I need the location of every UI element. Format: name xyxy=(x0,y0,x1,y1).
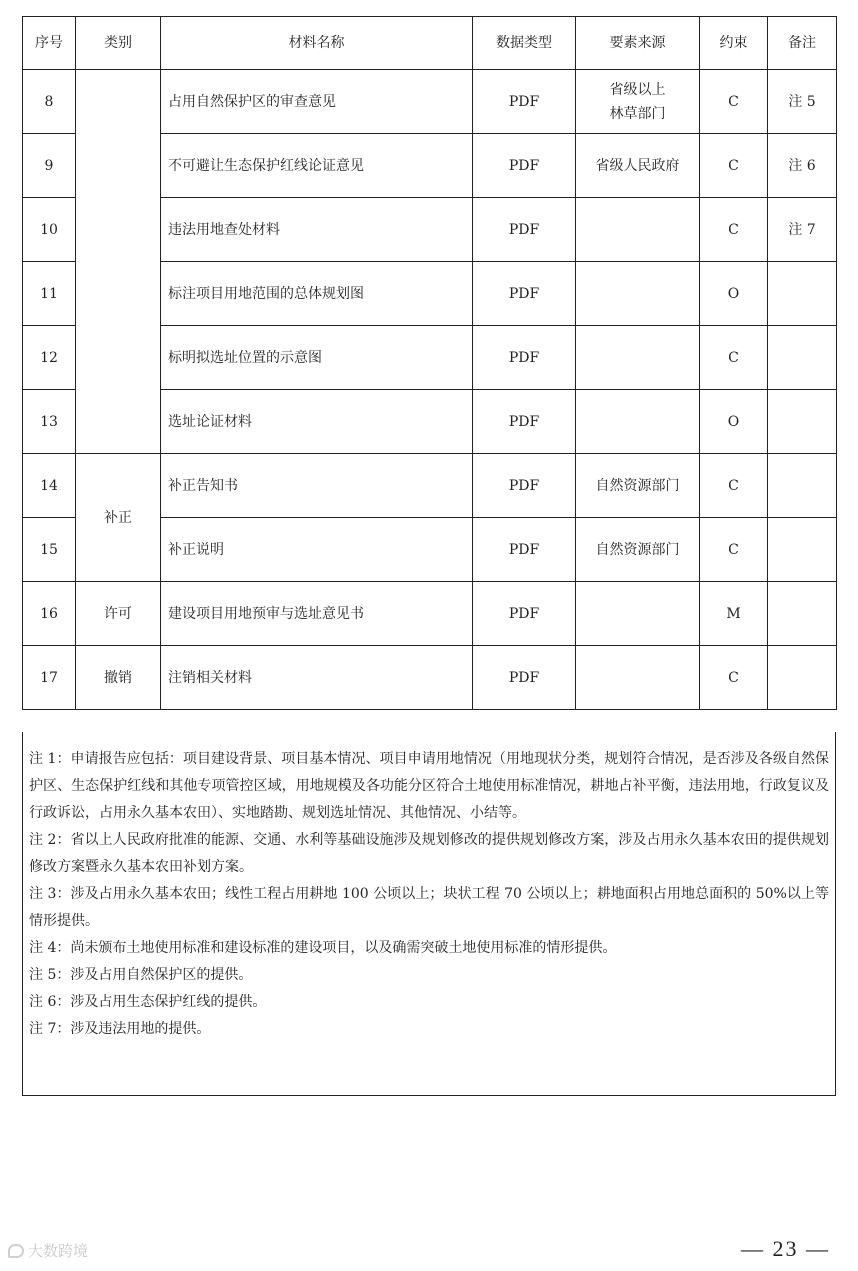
cell-data-type: PDF xyxy=(473,518,576,582)
note-4: 注 4：尚未颁布土地使用标准和建设标准的建设项目，以及确需突破土地使用标准的情形提供。 xyxy=(29,940,617,956)
cell-source xyxy=(576,646,700,710)
cell-no: 13 xyxy=(23,390,76,454)
cell-material-name: 标明拟选址位置的示意图 xyxy=(161,326,473,390)
cell-no: 17 xyxy=(23,646,76,710)
header-no: 序号 xyxy=(23,17,76,70)
cell-data-type: PDF xyxy=(473,454,576,518)
cell-category: 撤销 xyxy=(76,646,161,710)
cell-no: 11 xyxy=(23,262,76,326)
header-data-type: 数据类型 xyxy=(473,17,576,70)
speech-bubble-logo-icon xyxy=(8,1244,24,1258)
cell-material-name: 占用自然保护区的审查意见 xyxy=(161,70,473,134)
cell-constraint: M xyxy=(700,582,768,646)
cell-constraint: C xyxy=(700,198,768,262)
cell-source xyxy=(576,198,700,262)
cell-constraint: O xyxy=(700,390,768,454)
cell-material-name: 违法用地查处材料 xyxy=(161,198,473,262)
cell-material-name: 选址论证材料 xyxy=(161,390,473,454)
note-7: 注 7：涉及违法用地的提供。 xyxy=(29,1021,211,1037)
table-row xyxy=(23,70,837,134)
table-row xyxy=(23,646,837,710)
cell-category: 补正 xyxy=(76,454,161,582)
cell-data-type: PDF xyxy=(473,198,576,262)
cell-constraint: C xyxy=(700,70,768,134)
cell-material-name: 注销相关材料 xyxy=(161,646,473,710)
watermark-text: 大数跨境 xyxy=(28,1242,89,1260)
header-category: 类别 xyxy=(76,17,161,70)
page-number: — 23 — xyxy=(741,1236,830,1261)
header-constraint: 约束 xyxy=(700,17,768,70)
notes-section xyxy=(22,732,836,1096)
cell-category xyxy=(76,70,161,454)
cell-constraint: C xyxy=(700,646,768,710)
cell-no: 12 xyxy=(23,326,76,390)
cell-data-type: PDF xyxy=(473,70,576,134)
cell-data-type: PDF xyxy=(473,582,576,646)
cell-no: 10 xyxy=(23,198,76,262)
table-row xyxy=(23,454,837,518)
cell-source xyxy=(576,262,700,326)
cell-data-type: PDF xyxy=(473,262,576,326)
cell-material-name: 建设项目用地预审与选址意见书 xyxy=(161,582,473,646)
cell-category: 许可 xyxy=(76,582,161,646)
cell-material-name: 补正说明 xyxy=(161,518,473,582)
note-5: 注 5：涉及占用自然保护区的提供。 xyxy=(29,967,253,983)
cell-source: 自然资源部门 xyxy=(576,454,700,518)
note-1: 注 1：申请报告应包括：项目建设背景、项目基本情况、项目申请用地情况（用地现状分类，规划符合情况，是否涉及各级自然保护区、生态保护红线和其他专项管控区域，用地规模及各功能分区符合土地使用标准情况，耕地占补平衡，违法用地，行政复议及行政诉讼，占用永久基本农田）、实地踏勘、规划选址情况、其他情况、小结等。 xyxy=(29,751,829,821)
cell-data-type: PDF xyxy=(473,134,576,198)
cell-material-name: 补正告知书 xyxy=(161,454,473,518)
cell-material-name: 标注项目用地范围的总体规划图 xyxy=(161,262,473,326)
cell-constraint: O xyxy=(700,262,768,326)
header-material-name: 材料名称 xyxy=(161,17,473,70)
cell-material-name: 不可避让生态保护红线论证意见 xyxy=(161,134,473,198)
table-row xyxy=(23,582,837,646)
cell-data-type: PDF xyxy=(473,390,576,454)
cell-remark xyxy=(768,582,837,646)
cell-remark: 注 5 xyxy=(768,70,837,134)
note-2: 注 2：省以上人民政府批准的能源、交通、水利等基础设施涉及规划修改的提供规划修改方案，涉及占用永久基本农田的提供规划修改方案暨永久基本农田补划方案。 xyxy=(29,832,829,875)
cell-remark xyxy=(768,518,837,582)
cell-source xyxy=(576,390,700,454)
cell-remark xyxy=(768,390,837,454)
cell-constraint: C xyxy=(700,454,768,518)
table-header-row xyxy=(23,17,837,70)
watermark xyxy=(8,1240,88,1261)
cell-constraint: C xyxy=(700,134,768,198)
cell-data-type: PDF xyxy=(473,326,576,390)
materials-table xyxy=(22,16,837,710)
cell-remark xyxy=(768,326,837,390)
cell-remark: 注 7 xyxy=(768,198,837,262)
cell-remark: 注 6 xyxy=(768,134,837,198)
cell-source: 省级以上 林草部门 xyxy=(576,70,700,134)
note-3: 注 3：涉及占用永久基本农田；线性工程占用耕地 100 公顷以上；块状工程 70 公顷以上；耕地面积占用地总面积的 50%以上等情形提供。 xyxy=(29,886,829,929)
header-source: 要素来源 xyxy=(576,17,700,70)
header-remark: 备注 xyxy=(768,17,837,70)
cell-data-type: PDF xyxy=(473,646,576,710)
cell-source: 自然资源部门 xyxy=(576,518,700,582)
cell-remark xyxy=(768,454,837,518)
cell-constraint: C xyxy=(700,326,768,390)
cell-no: 15 xyxy=(23,518,76,582)
cell-remark xyxy=(768,646,837,710)
note-6: 注 6：涉及占用生态保护红线的提供。 xyxy=(29,994,267,1010)
cell-source: 省级人民政府 xyxy=(576,134,700,198)
cell-source xyxy=(576,582,700,646)
cell-constraint: C xyxy=(700,518,768,582)
cell-remark xyxy=(768,262,837,326)
cell-source xyxy=(576,326,700,390)
cell-no: 16 xyxy=(23,582,76,646)
cell-no: 14 xyxy=(23,454,76,518)
cell-no: 9 xyxy=(23,134,76,198)
cell-no: 8 xyxy=(23,70,76,134)
